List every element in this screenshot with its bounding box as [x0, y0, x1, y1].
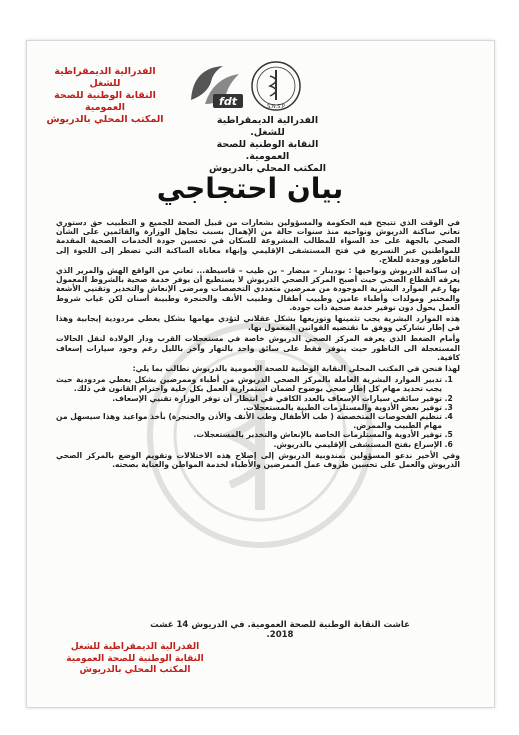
fdt-logo-text: fdt [219, 95, 237, 108]
snsp-logo-text: S.N.S.P [267, 104, 285, 110]
document-title: بيان احتجاجي [156, 172, 344, 205]
header-left-org [45, 66, 165, 126]
closing-paragraph: وفي الأخير ندعو المسؤولين بمندوبية الدريوش إلى إصلاح هذه الاختلالات وتقويم الوضع بالمركز الصحي الدريوش والعمل على تحسين ظروف عمل الممرضين والأطباء لخدمة المواطن والعناية بصحته. [56, 450, 460, 470]
org-line: المكتب المحلي بالدريوش [79, 665, 191, 675]
list-item: 5. توفير الأدوية والمستلزمات الخاصة بالإنعاش والتخدير بالمستعجلات. [56, 430, 442, 439]
demands-list [56, 375, 460, 449]
footer-org [60, 642, 210, 677]
list-item: 6. الإسراع بفتح المستشفى الإقليمي بالدريوش. [56, 440, 442, 449]
list-item: 2. توفير سائقي سيارات الإسعاف بالعدد الكافي في انتظار أن توفر الوزارة تقنيي الإسعاف. [56, 394, 442, 403]
org-line: الفدرالية الديمقراطية للشغل [70, 642, 200, 652]
paragraph: إن ساكنة الدريوش ونواحيها : بودينار – ميضار – بن طيب – قاسيطة... تعاني من الواقع الهش والمرير الذي يعرفه القطاع الصحي حيث أصبح المركز الصحي الدريوش لا يستطيع أن يوفر خدمة صحية بالشروط المعمول بها رغم الموارد البشرية الموجودة من ممرضين متعددي التخصصات ومرضى الإنعاش والتخدير وتقنيي الأشعة والمختبر ومولدات وأطباء عامين وطبيب أطفال وطبيب الأنف والحنجرة وطبيبة أسنان لكن غياب شروط العمل يحول دون توفير خدمة صحية ذات جودة. [56, 266, 460, 312]
paragraph: هذه الموارد البشرية يجب تثمينها وتوزيعها بشكل عقلاني لتؤدي مهامها بشكل يعطي مردودية إيجابية وهذا في إطار تشاركي ووفق ما تقتضيه القوانين المعمول بها. [56, 314, 460, 333]
org-line: المكتب المحلي بالدريوش [46, 114, 164, 125]
header-right-org [205, 115, 330, 175]
paragraph: وأمام الضغط الذي يعرفه المركز الصحي الدريوش خاصة في مستعجلات القرب ودار الولادة لنقل الحالات المستعجلة الى الناظور حيث يتوفر فقط على سائق واحد بالنهار وآخر بالليل رغم وجود سيارات إسعاف كافية. [56, 334, 460, 362]
org-line: الفدرالية الديمقراطية للشغل. [216, 115, 319, 138]
org-line: الفدرالية الديمقراطية للشغل [54, 66, 156, 89]
paragraph: في الوقت الذي تتبجح فيه الحكومة والمسؤولين بشعارات من قبيل الصحة للجميع و التطبيب حق دستوري تعاني ساكنة الدريوش ونواحيه منذ سنوات حالة من الإهمال بسبب تجاهل الوزارة والقائمين على الشأن الصحي بالجهة على حد السواء للمطالب المشروعة للسكان في تحسين جودة الخدمات الصحية المقدمة للمواطنين عبر التسريع في فتح المستشفى الإقليمي وإنهاء معاناة الساكنة التي تضطر إلى اللجوء إلى الناظور ووجدة للعلاج. [56, 218, 460, 264]
list-item: 4. تنظيم الفحوصات المتخصصة ( طب الأطفال وطب الأنف والأذن والحنجرة) بأخذ مواعيد وهذا سيسهل من مهام الطبيب والممرض. [56, 412, 442, 430]
org-line: النقابة الوطنية للصحة العمومية [54, 90, 156, 113]
fdt-logo-icon [183, 60, 245, 114]
sign-date: عاشت النقابة الوطنية للصحة العمومية. في الدريوش 14 غشت 2018. [150, 620, 410, 640]
list-item: 1. تدبير الموارد البشرية العاملة بالمركز الصحي الدريوش من أطباء وممرضين بشكل يعطي مردودية حيث يجب تحديد مهام كل إطار صحي بوضوح لضمان استمرارية العمل بكل خلية واحترام القانون في ذلك. [56, 375, 442, 393]
paragraph: لهذا فنحن في المكتب المحلي النقابة الوطنية للصحة العمومية بالدريوش نطالب بما يلي: [132, 364, 460, 374]
document-body [56, 218, 460, 471]
snsp-logo-icon [250, 60, 302, 112]
org-line: المكتب المحلي بالدريوش [208, 163, 327, 174]
org-line: النقابة الوطنية للصحة العمومية. [216, 139, 319, 162]
list-item: 3. توفير بعض الأدوية والمستلزمات الطبية بالمستعجلات. [56, 403, 442, 412]
org-line: النقابة الوطنية للصحة العمومية [66, 653, 204, 664]
